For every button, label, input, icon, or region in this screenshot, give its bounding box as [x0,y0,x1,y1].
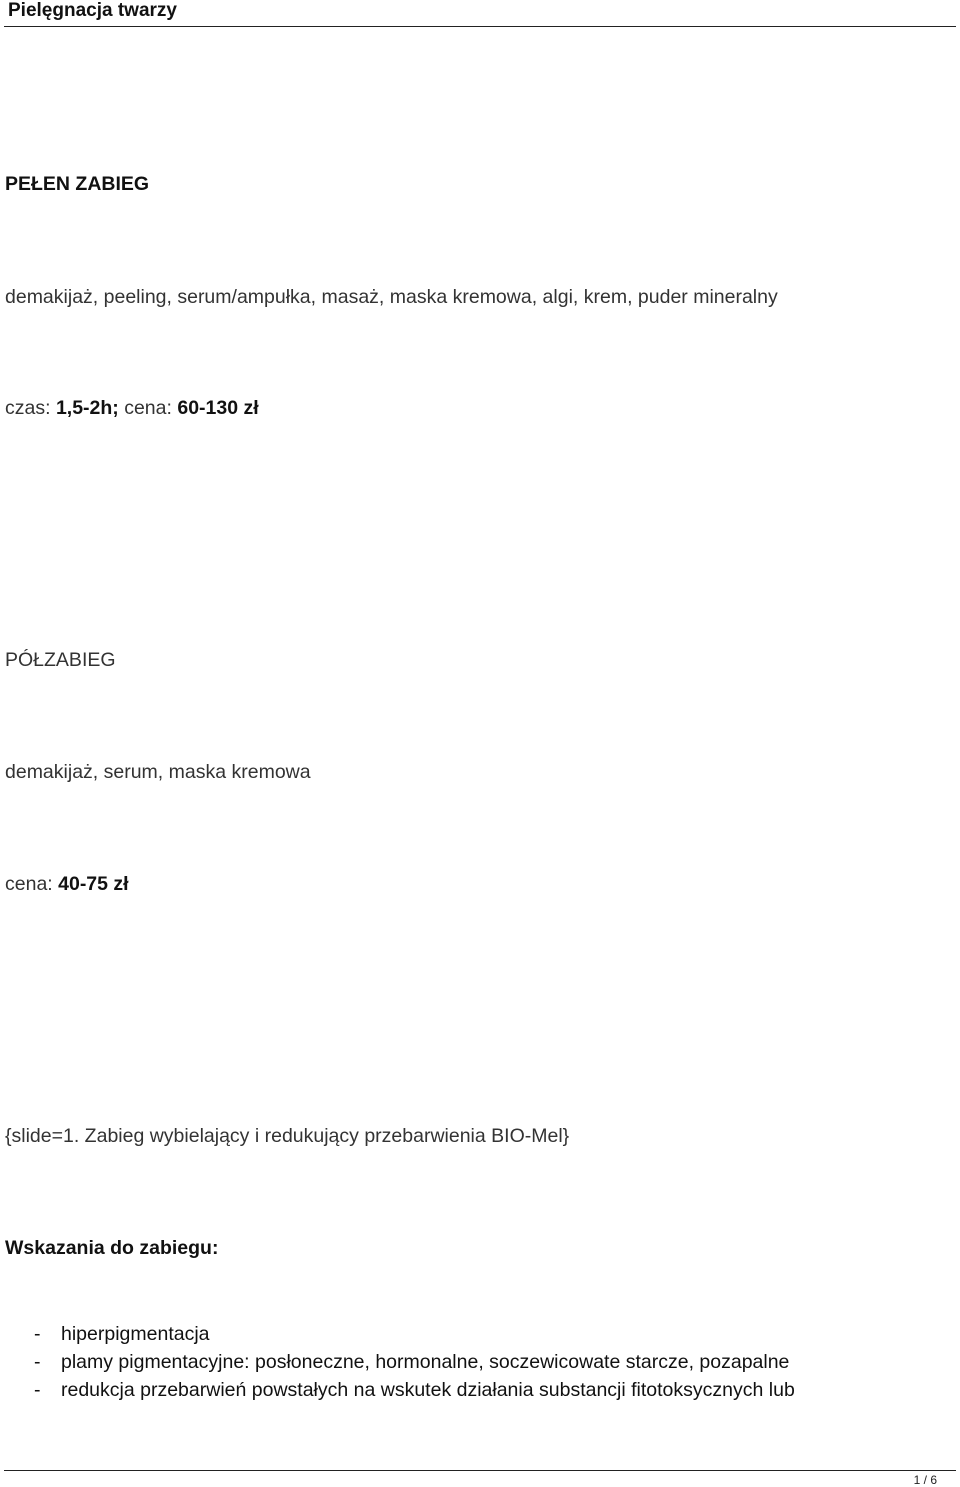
page-number: 1 / 6 [913,1473,937,1487]
half-treatment-price [5,872,129,896]
time-label: czas: [5,397,56,419]
full-treatment-description: demakijaż, peeling, serum/ampułka, masaż, maska kremowa, algi, krem, puder mineralny [5,286,778,308]
list-item [34,1348,795,1376]
list-item [34,1320,795,1348]
list-item-text: redukcja przebarwień powstałych na wskutek działania substancji fitotoksycznych lub [61,1379,795,1401]
price-value: 40-75 zł [58,873,129,895]
half-treatment-description: demakijaż, serum, maska kremowa [5,761,311,783]
page-title: Pielęgnacja twarzy [8,0,177,21]
time-value: 1,5-2h; [55,397,119,419]
slide-marker: {slide=1. Zabieg wybielający i redukujący przebarwienia BIO-Mel} [5,1125,570,1147]
list-item-text: plamy pigmentacyjne: posłoneczne, hormonalne, soczewicowate starcze, pozapalne [61,1351,790,1373]
bullet-dash: - [34,1379,41,1401]
price-label: cena: [5,873,59,895]
bullet-dash: - [34,1351,41,1373]
section-heading-half-treatment: PÓŁZABIEG [5,649,116,671]
price-value: 60-130 zł [177,397,259,419]
list-item [34,1376,795,1404]
bullet-dash: - [34,1323,41,1345]
price-label: cena: [118,397,178,419]
footer-divider [4,1470,956,1471]
list-item-text: hiperpigmentacja [61,1323,210,1345]
indications-list [34,1320,795,1404]
header-divider [4,26,956,27]
full-treatment-time-price [5,396,259,420]
indications-heading: Wskazania do zabiegu: [5,1237,219,1259]
section-heading-full-treatment: PEŁEN ZABIEG [5,173,150,195]
